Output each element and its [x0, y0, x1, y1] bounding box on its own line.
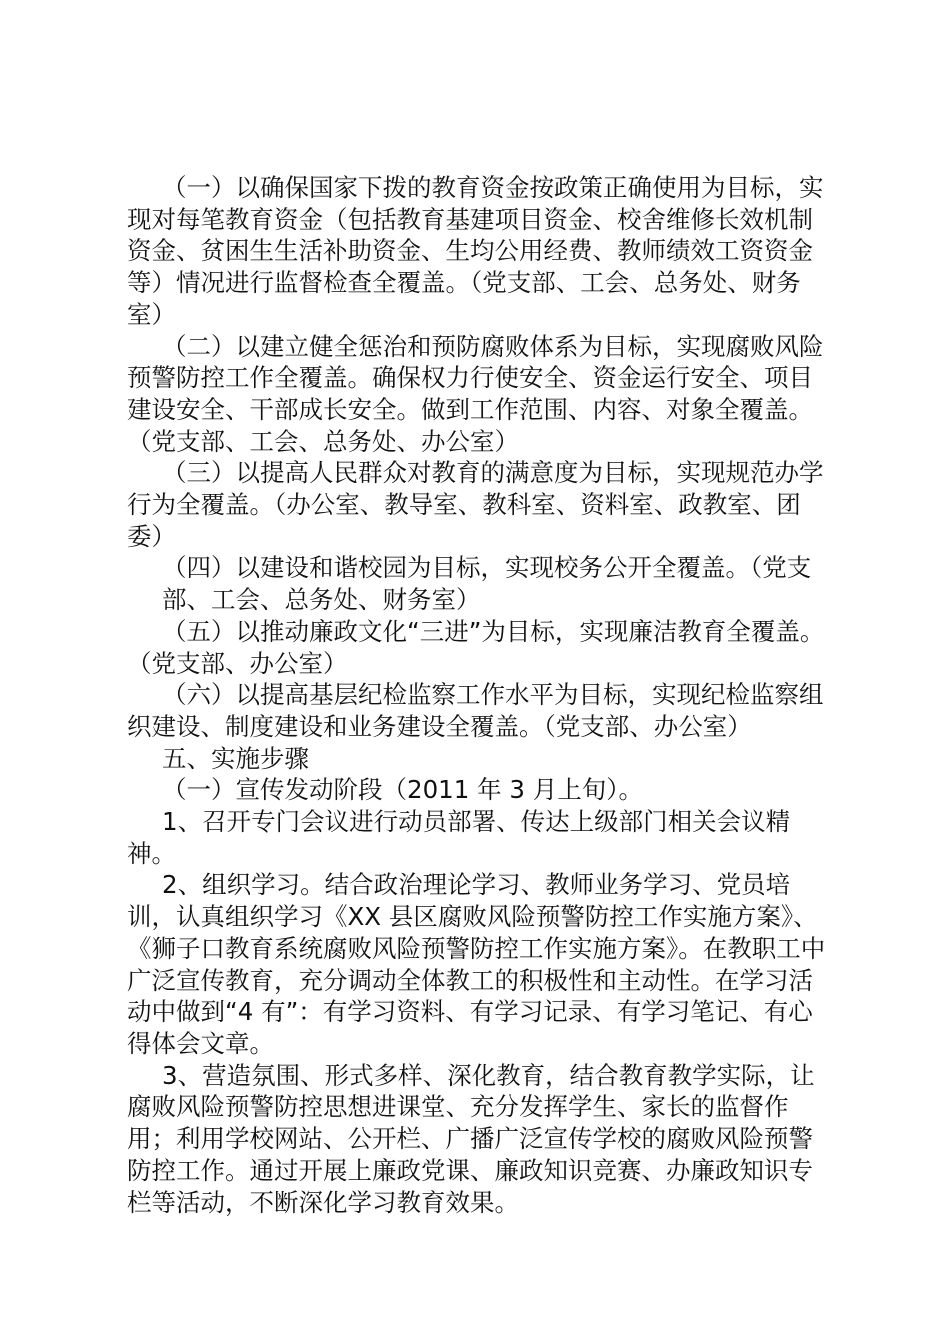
- document-body: [127, 172, 827, 1218]
- section-heading-implementation-steps: 五、实施步骤: [162, 743, 309, 773]
- paragraph-goal-4: （四）以建设和谐校园为目标，实现校务公开全覆盖。（党支部、工会、总务处、财务室）: [162, 553, 812, 615]
- paragraph-step-2: 2、组织学习。结合政治理论学习、教师业务学习、党员培训，认真组织学习《XX 县区腐败风险预警防控工作实施方案》、《狮子口教育系统腐败风险预警防控工作实施方案》。在教职工中广泛宣传教育，充分调动全体教工的积极性和主动性。在学习活动中做到“4 有”：有学习资料、有学习记录、有学习笔记、有心得体会文章。: [127, 870, 826, 1058]
- paragraph-stage-1: （一）宣传发动阶段（2011 年 3 月上旬）。: [162, 775, 644, 805]
- paragraph-goal-3: （三）以提高人民群众对教育的满意度为目标，实现规范办学行为全覆盖。（办公室、教导室、教科室、资料室、政教室、团委）: [127, 458, 824, 551]
- paragraph-goal-5: （五）以推动廉政文化“三进”为目标，实现廉洁教育全覆盖。（党支部、办公室）: [127, 616, 825, 678]
- paragraph-step-3: 3、营造氛围、形式多样、深化教育，结合教育教学实际，让腐败风险预警防控思想进课堂、充分发挥学生、家长的监督作用；利用学校网站、公开栏、广播广泛宣传学校的腐败风险预警防控工作。通过开展上廉政党课、廉政知识竞赛、办廉政知识专栏等活动，不断深化学习教育效果。: [127, 1060, 815, 1217]
- paragraph-goal-2: （二）以建立健全惩治和预防腐败体系为目标，实现腐败风险预警防控工作全覆盖。确保权力行使安全、资金运行安全、项目建设安全、干部成长安全。做到工作范围、内容、对象全覆盖。（党支部、工会、总务处、办公室）: [127, 331, 824, 456]
- paragraph-goal-6: （六）以提高基层纪检监察工作水平为目标，实现纪检监察组织建设、制度建设和业务建设全覆盖。（党支部、办公室）: [127, 680, 824, 741]
- paragraph-step-1: 1、召开专门会议进行动员部署、传达上级部门相关会议精神。: [127, 807, 791, 868]
- paragraph-goal-1: （一）以确保国家下拨的教育资金按政策正确使用为目标，实现对每笔教育资金（包括教育基建项目资金、校舍维修长效机制资金、贫困生生活补助资金、生均公用经费、教师绩效工资资金等）情况进行监督检查全覆盖。（党支部、工会、总务处、财务室）: [127, 173, 824, 329]
